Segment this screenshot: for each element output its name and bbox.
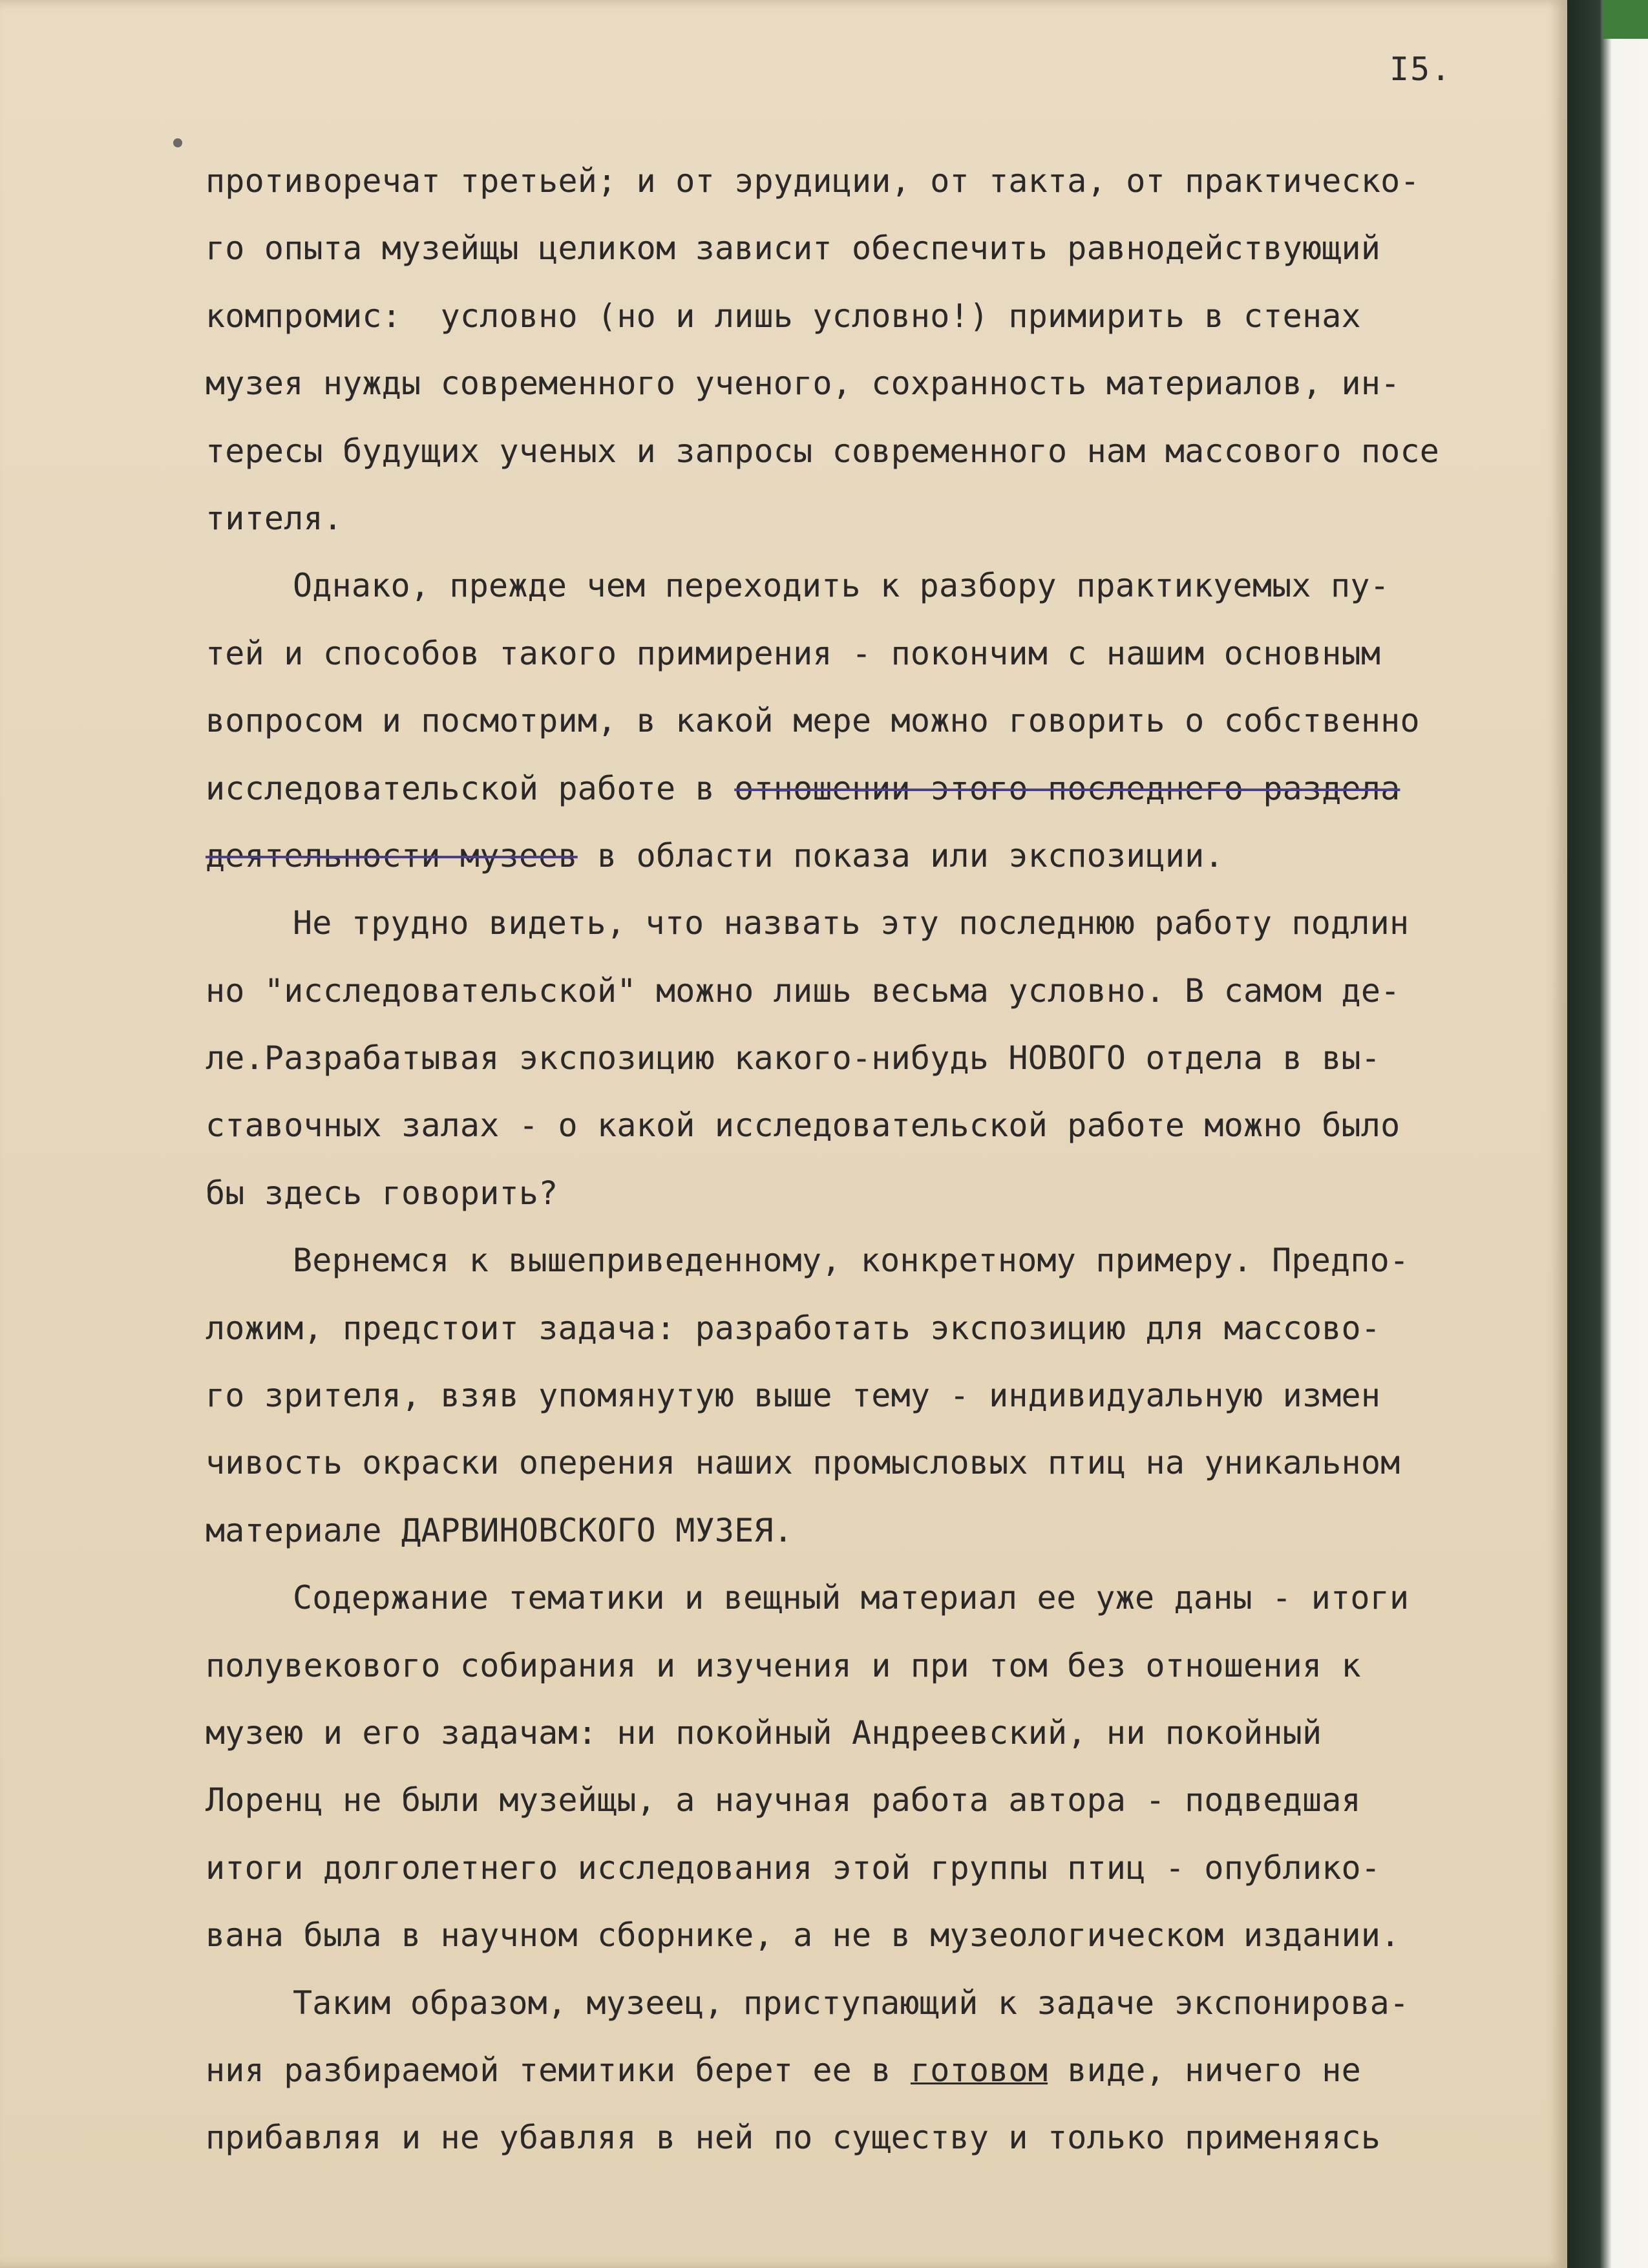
text-fragment: виде, ничего не — [1048, 2051, 1361, 2089]
text-line: прибавляя и не убавляя в ней по существу и только применяясь — [206, 2119, 1381, 2157]
text-line: вопросом и посмотрим, в какой мере можно говорить о собственно — [206, 702, 1420, 740]
text-line: компромис: условно (но и лишь условно!) примирить в стенах — [206, 297, 1361, 335]
text-line: чивость окраски оперения наших промысловых птиц на уникальном — [206, 1444, 1400, 1482]
text-line: музея нужды современного ученого, сохранность материалов, ин- — [206, 365, 1400, 403]
text-line — [206, 2037, 1550, 2104]
background-corner — [1603, 0, 1648, 39]
underlined-text: готовом — [910, 2051, 1048, 2089]
text-line: тителя. — [206, 499, 343, 537]
text-line: ле.Разрабатывая экспозицию какого-нибудь НОВОГО отдела в вы- — [206, 1039, 1381, 1077]
struck-through-text: отношении этого последнего раздела — [734, 769, 1400, 807]
text-line: Вернемся к вышеприведенному, конкретному примеру. Предпо- — [293, 1242, 1410, 1280]
text-line: тересы будущих ученых и запросы современного нам массового посе — [206, 432, 1440, 470]
text-line: го зрителя, взяв упомянутую выше тему - индивидуальную измен — [206, 1377, 1381, 1415]
text-line — [206, 755, 1550, 822]
paper-blemish — [173, 138, 182, 147]
text-line: Содержание тематики и вещный материал ее уже даны - итоги — [293, 1579, 1410, 1617]
text-line: Однако, прежде чем переходить к разбору практикуемых пу- — [293, 567, 1389, 605]
text-fragment: исследовательской работе в — [206, 769, 735, 807]
text-line — [206, 822, 1550, 889]
text-line: Лоренц не были музейщы, а научная работа автора - подведшая — [206, 1781, 1361, 1819]
text-line: бы здесь говорить? — [206, 1174, 558, 1212]
struck-through-text: деятельности музеев — [206, 836, 578, 874]
page-number: I5. — [1389, 50, 1452, 88]
typewritten-text — [206, 147, 1550, 2172]
text-line: тей и способов такого примирения - покончим с нашим основным — [206, 634, 1381, 672]
text-line: но "исследовательской" можно лишь весьма условно. В самом де- — [206, 971, 1400, 1010]
text-line: Таким образом, музеец, приступающий к задаче экспонирова- — [293, 1984, 1410, 2022]
text-line: ставочных залах - о какой исследовательской работе можно было — [206, 1107, 1400, 1145]
text-fragment: в области показа или экспозиции. — [577, 836, 1224, 874]
text-line: материале ДАРВИНОВСКОГО МУЗЕЯ. — [206, 1511, 794, 1549]
text-line: музею и его задачам: ни покойный Андреевский, ни покойный — [206, 1713, 1322, 1752]
text-fragment: ния разбираемой темитики берет ее в — [206, 2051, 911, 2089]
text-line: ложим, предстоит задача: разработать экспозицию для массово- — [206, 1309, 1381, 1347]
text-line: полувекового собирания и изучения и при том без отношения к — [206, 1646, 1361, 1684]
text-line: го опыта музейщы целиком зависит обеспечить равнодействующий — [206, 229, 1381, 268]
text-line: вана была в научном сборнике, а не в музеологическом издании. — [206, 1916, 1400, 1955]
scan-background-edge — [1567, 0, 1648, 2268]
text-line: Не трудно видеть, что назвать эту последнюю работу подлин — [293, 904, 1410, 942]
text-line: противоречат третьей; и от эрудиции, от такта, от практическо- — [206, 162, 1420, 200]
text-line: итоги долголетнего исследования этой группы птиц - опублико- — [206, 1849, 1381, 1887]
